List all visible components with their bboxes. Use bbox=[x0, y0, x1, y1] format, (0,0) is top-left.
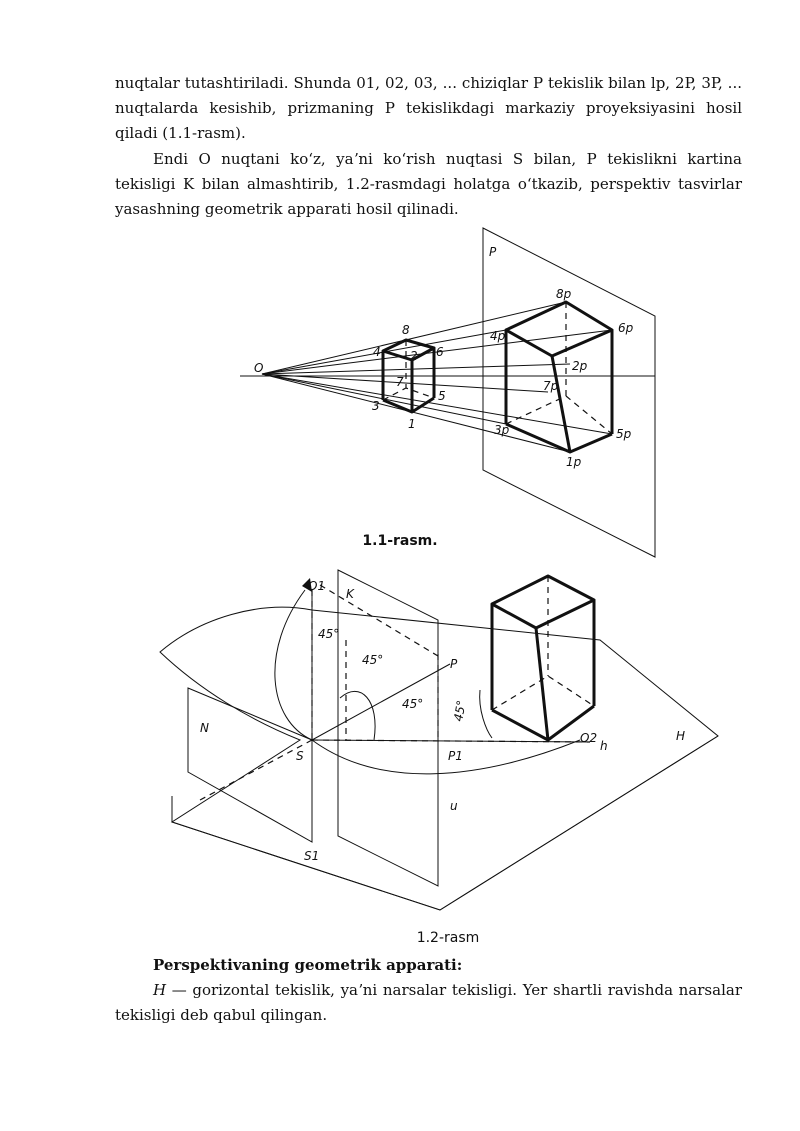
prism-on-h-plane bbox=[492, 576, 594, 740]
label-v6: 6 bbox=[436, 345, 444, 359]
label-s: S bbox=[296, 749, 304, 763]
label-o2: O2 bbox=[580, 731, 598, 745]
label-k: K bbox=[346, 587, 354, 601]
label-origin-o: O bbox=[254, 361, 264, 375]
label-h-line: h bbox=[600, 739, 608, 753]
label-p6: 6p bbox=[618, 321, 634, 335]
caption-figure-1-1: 1.1-rasm. bbox=[362, 533, 438, 549]
label-p3: 3p bbox=[494, 423, 510, 437]
label-v2: 2 bbox=[410, 349, 418, 363]
ground-plane-edge bbox=[172, 736, 718, 910]
label-p: P bbox=[450, 657, 458, 671]
label-v7: 7 bbox=[396, 375, 404, 389]
label-u: u bbox=[450, 799, 458, 813]
label-angle-3: 45° bbox=[402, 697, 424, 711]
horizontal-plane-h bbox=[160, 607, 718, 910]
paragraph-observer-replacement: Endi O nuqtani koʻz, yaʼni koʻrish nuqtasi S bilan, P tekislikni kartina tekisligi K bilan almashtirib, 1.2-rasmdagi holatga oʻtkazib, perspektiv tasvirlar yasashning geometrik apparati hosil qilinadi. bbox=[115, 150, 742, 218]
label-p2: 2p bbox=[572, 359, 588, 373]
arc-o1-s bbox=[275, 590, 312, 740]
label-v8: 8 bbox=[402, 323, 410, 337]
ray-s-p bbox=[312, 664, 450, 740]
label-angle-1: 45° bbox=[318, 627, 340, 641]
caption-figure-1-2: 1.2-rasm bbox=[416, 930, 480, 946]
label-p8: 8p bbox=[556, 287, 572, 301]
label-o1: O1 bbox=[308, 579, 326, 593]
label-v3: 3 bbox=[372, 399, 380, 413]
label-plane-p: P bbox=[489, 245, 497, 259]
label-v4: 4 bbox=[373, 345, 381, 359]
arc-angle-45-right bbox=[480, 690, 492, 738]
label-angle-4: 45° bbox=[451, 699, 469, 723]
label-p1: 1p bbox=[566, 455, 582, 469]
label-v1: 1 bbox=[408, 417, 416, 431]
label-p7: 7p bbox=[543, 379, 559, 393]
label-p5: 5p bbox=[616, 427, 632, 441]
label-n: N bbox=[200, 721, 209, 735]
paragraph-intro-continuation: nuqtalar tutashtiriladi. Shunda 01, 02, 03, ... chiziqlar P tekislik bilan lp, 2P, 3P, ... nuqtalarda kesishib, prizmaning P tekislikdagi markaziy proyeksiyasini hosil qiladi (1.1-rasm). bbox=[115, 74, 742, 142]
label-s1: S1 bbox=[304, 849, 320, 863]
term-h: H bbox=[153, 981, 167, 999]
label-p1: P1 bbox=[448, 749, 463, 763]
section-heading: Perspektivaning geometrik apparati: bbox=[153, 956, 463, 974]
label-p4: 4p bbox=[490, 329, 506, 343]
definition-h-text: — gorizontal tekislik, yaʼni narsalar tekisligi. Yer shartli ravishda narsalar tekisligi deb qabul qilingan. bbox=[115, 981, 742, 1024]
neutral-plane-n bbox=[188, 688, 312, 842]
label-angle-2: 45° bbox=[362, 653, 384, 667]
paragraph-h-plane-definition bbox=[115, 978, 742, 1028]
arc-angle-45 bbox=[340, 691, 375, 740]
label-h-plane: H bbox=[676, 729, 686, 743]
picture-plane-k bbox=[338, 570, 438, 886]
label-v5: 5 bbox=[438, 389, 446, 403]
arc-s-o2 bbox=[312, 740, 580, 774]
